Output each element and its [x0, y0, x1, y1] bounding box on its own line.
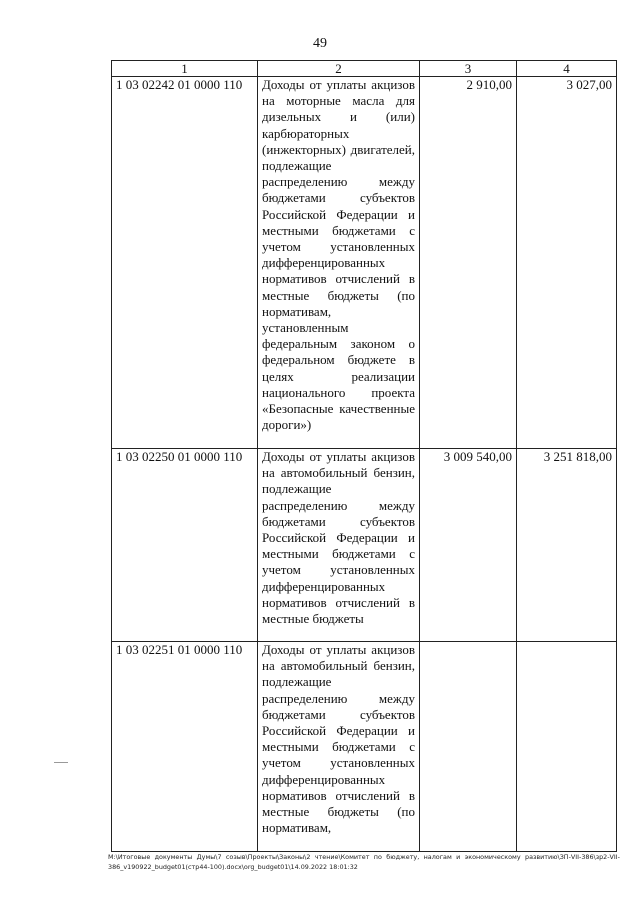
table-body [112, 77, 617, 852]
header-col-1: 1 [112, 61, 258, 77]
row-code: 1 03 02251 01 0000 110 [112, 642, 258, 852]
row-code: 1 03 02250 01 0000 110 [112, 449, 258, 642]
header-col-2: 2 [258, 61, 420, 77]
row-value-2: 3 027,00 [517, 77, 617, 449]
row-description: Доходы от уплаты акцизов на моторные масла для дизельных и (или) карбюраторных (инжекторных) двигателей, подлежащие распределению между бюджетами субъектов Российской Федерации и местными бюджетами с учетом установленных дифференцированных нормативов отчислений в местные бюджеты (по нормативам, установленным федеральным законом о федеральном бюджете в целях реализации национального проекта «Безопасные качественные дороги») [258, 77, 420, 449]
header-col-4: 4 [517, 61, 617, 77]
margin-mark [54, 762, 68, 763]
row-value-1: 3 009 540,00 [420, 449, 517, 642]
table-header [112, 61, 617, 77]
table-row [112, 77, 617, 449]
row-description: Доходы от уплаты акцизов на автомобильный бензин, подлежащие распределению между бюджетами субъектов Российской Федерации и местными бюджетами с учетом установленных дифференцированных нормативов отчислений в местные бюджеты (по нормативам, [258, 642, 420, 852]
row-description: Доходы от уплаты акцизов на автомобильный бензин, подлежащие распределению между бюджетами субъектов Российской Федерации и местными бюджетами с учетом установленных дифференцированных нормативов отчислений в местные бюджеты [258, 449, 420, 642]
row-value-2 [517, 642, 617, 852]
footer-file-path: M:\Итоговые документы Думы\7 созыв\Проекты\Законы\2 чтение\Комитет по бюджету, налогам и экономическому развитию\ЗП-VII-386\зр2-VII-386_v190922_budget01(стр44-100).docx\org_budget01\14.09.2022 18:01:32 [108, 853, 620, 871]
row-value-2: 3 251 818,00 [517, 449, 617, 642]
header-row [112, 61, 617, 77]
table-row [112, 642, 617, 852]
budget-table [111, 60, 617, 852]
row-code: 1 03 02242 01 0000 110 [112, 77, 258, 449]
page-number: 49 [313, 36, 327, 51]
table-row [112, 449, 617, 642]
row-value-1: 2 910,00 [420, 77, 517, 449]
row-value-1 [420, 642, 517, 852]
header-col-3: 3 [420, 61, 517, 77]
